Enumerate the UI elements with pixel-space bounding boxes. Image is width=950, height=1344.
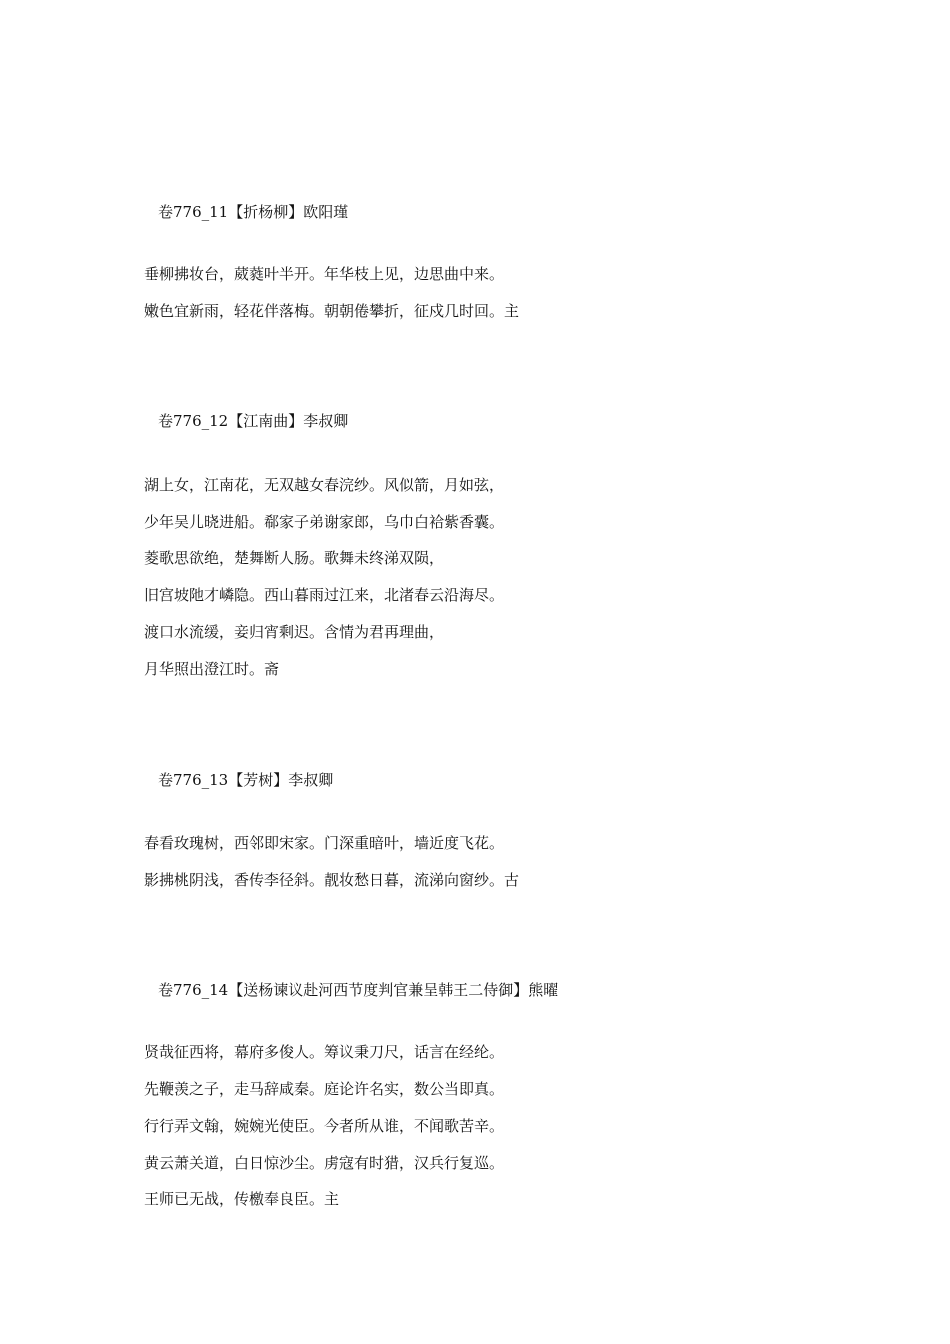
poem-line: 少年吴儿晓进船。郗家子弟谢家郎，乌巾白袷紫香囊。 <box>144 513 505 531</box>
poem-heading: 卷776_13【芳树】李叔卿 <box>158 771 334 789</box>
poem-line: 贤哉征西将，幕府多俊人。筹议秉刀尺，话言在经纶。 <box>144 1043 505 1061</box>
poem-line: 影拂桃阴浅，香传李径斜。靓妆愁日暮，流涕向窗纱。古 <box>144 871 520 889</box>
poem-line: 王师已无战，传檄奉良臣。主 <box>144 1190 340 1208</box>
poem-heading: 卷776_14【送杨谏议赴河西节度判官兼呈韩王二侍御】熊曜 <box>158 981 559 999</box>
poem-line: 渡口水流缓，妾归宵剩迟。含情为君再理曲， <box>144 623 445 641</box>
poem-line: 黄云萧关道，白日惊沙尘。虏寇有时猎，汉兵行复巡。 <box>144 1154 505 1172</box>
poem-line: 月华照出澄江时。斋 <box>144 660 280 678</box>
poem-line: 旧宫坡阤才嶙隐。西山暮雨过江来，北渚春云沿海尽。 <box>144 586 505 604</box>
poem-line: 嫩色宜新雨，轻花伴落梅。朝朝倦攀折，征戍几时回。主 <box>144 302 520 320</box>
poem-line: 湖上女，江南花，无双越女春浣纱。风似箭，月如弦， <box>144 476 505 494</box>
poem-line: 先鞭羡之子，走马辞咸秦。庭论许名实，数公当即真。 <box>144 1080 505 1098</box>
poem-line: 春看玫瑰树，西邻即宋家。门深重暗叶，墙近度飞花。 <box>144 834 505 852</box>
poem-heading: 卷776_11【折杨柳】欧阳瑾 <box>158 203 349 221</box>
poem-line: 行行弄文翰，婉婉光使臣。今者所从谁，不闻歌苦辛。 <box>144 1117 505 1135</box>
poem-line: 垂柳拂妆台，葳蕤叶半开。年华枝上见，边思曲中来。 <box>144 265 505 283</box>
poem-heading: 卷776_12【江南曲】李叔卿 <box>158 412 349 430</box>
poem-line: 菱歌思欲绝，楚舞断人肠。歌舞未终涕双陨， <box>144 549 445 567</box>
